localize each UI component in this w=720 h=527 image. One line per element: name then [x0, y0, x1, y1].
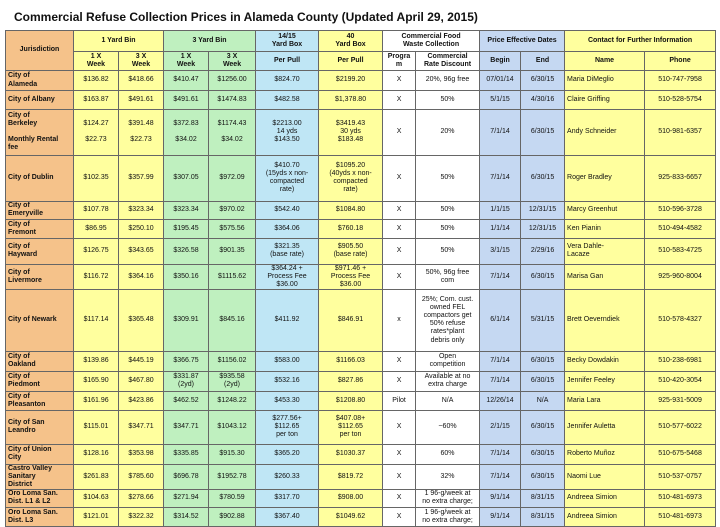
end-cell: 6/30/15	[521, 109, 565, 155]
program-cell: X	[383, 351, 416, 371]
program-cell: Pilot	[383, 391, 416, 410]
jurisdiction-cell: City of Berkeley Monthly Rental fee	[6, 109, 74, 155]
phone-cell: 510-596-3728	[645, 201, 716, 220]
y3-3x-cell: $915.30	[209, 444, 256, 464]
box14-cell: $453.30	[256, 391, 319, 410]
program-cell: X	[383, 508, 416, 527]
contact-name-cell: Roger Bradley	[565, 155, 645, 201]
y1-1x-cell: $128.16	[74, 444, 119, 464]
end-cell: 4/30/16	[521, 91, 565, 110]
y1-3x-cell: $418.66	[119, 71, 164, 91]
end-cell: 6/30/15	[521, 155, 565, 201]
phone-cell: 510-420-3054	[645, 371, 716, 391]
box14-cell: $2213.00 14 yds $143.50	[256, 109, 319, 155]
y3-3x-cell: $845.16	[209, 289, 256, 351]
yard1-header: 1 Yard Bin	[74, 31, 164, 52]
y1-1x-cell: $117.14	[74, 289, 119, 351]
discount-cell: 32%	[416, 464, 480, 489]
box14-cell: $367.40	[256, 508, 319, 527]
y1-3x-cell: $353.98	[119, 444, 164, 464]
end-cell: 8/31/15	[521, 489, 565, 508]
y3-3x-cell: $780.59	[209, 489, 256, 508]
y3-3x-cell: $901.35	[209, 238, 256, 264]
discount-cell: 20%	[416, 109, 480, 155]
table-row	[6, 91, 716, 110]
y3-3x-cell: $935.58 (2yd)	[209, 371, 256, 391]
box40-cell: $827.86	[319, 371, 383, 391]
header-row-groups	[6, 31, 716, 52]
begin-cell: 3/1/15	[480, 238, 521, 264]
yard3-header: 3 Yard Bin	[164, 31, 256, 52]
jurisdiction-cell: City of Newark	[6, 289, 74, 351]
y3-3x-cell: $902.88	[209, 508, 256, 527]
begin-cell: 5/1/15	[480, 91, 521, 110]
discount-cell: 25%; Com. cust. owned FEL compactors get 50% refuse rates*plant debris only	[416, 289, 480, 351]
y3-1x-cell: $271.94	[164, 489, 209, 508]
phone-cell: 510-481-6973	[645, 489, 716, 508]
contact-name-cell: Becky Dowdakin	[565, 351, 645, 371]
box40-cell: $846.91	[319, 289, 383, 351]
jurisdiction-cell: City of Piedmont	[6, 371, 74, 391]
y3-3x-cell: $1248.22	[209, 391, 256, 410]
table-row	[6, 489, 716, 508]
box40-cell: $2199.20	[319, 71, 383, 91]
program-cell: X	[383, 91, 416, 110]
y1-3x-cell: $357.99	[119, 155, 164, 201]
box40-cell: $971.46 + Process Fee $36.00	[319, 264, 383, 289]
y1-1x-cell: $261.83	[74, 464, 119, 489]
contact-name-cell: Maria Lara	[565, 391, 645, 410]
phone-cell: 510-747-7958	[645, 71, 716, 91]
y1-1x-header: 1 X Week	[74, 52, 119, 71]
table-row	[6, 155, 716, 201]
y3-1x-cell: $366.75	[164, 351, 209, 371]
begin-cell: 6/1/14	[480, 289, 521, 351]
phone-cell: 510-578-4327	[645, 289, 716, 351]
y3-3x-cell: $1156.02	[209, 351, 256, 371]
begin-cell: 9/1/14	[480, 508, 521, 527]
table-row	[6, 264, 716, 289]
discount-cell: 50%	[416, 238, 480, 264]
end-cell: 8/31/15	[521, 508, 565, 527]
begin-cell: 7/1/14	[480, 464, 521, 489]
box14-cell: $364.24 + Process Fee $36.00	[256, 264, 319, 289]
begin-cell: 1/1/15	[480, 201, 521, 220]
contact-name-cell: Marisa Gan	[565, 264, 645, 289]
begin-cell: 07/01/14	[480, 71, 521, 91]
y3-3x-cell: $1043.12	[209, 410, 256, 444]
y3-1x-cell: $491.61	[164, 91, 209, 110]
y1-3x-cell: $467.80	[119, 371, 164, 391]
y3-1x-cell: $335.85	[164, 444, 209, 464]
y1-3x-header: 3 X Week	[119, 52, 164, 71]
y3-1x-cell: $347.71	[164, 410, 209, 444]
table-row	[6, 109, 716, 155]
jurisdiction-cell: Oro Loma San. Dist. L1 & L2	[6, 489, 74, 508]
table-row	[6, 71, 716, 91]
y1-1x-cell: $86.95	[74, 220, 119, 239]
perpull14-header: Per Pull	[256, 52, 319, 71]
end-cell: 6/30/15	[521, 444, 565, 464]
price-table	[5, 30, 716, 527]
begin-header: Begin	[480, 52, 521, 71]
box14-cell: $321.35 (base rate)	[256, 238, 319, 264]
y1-1x-cell: $161.96	[74, 391, 119, 410]
discount-cell: 50%	[416, 220, 480, 239]
phone-cell: 925-931-5009	[645, 391, 716, 410]
program-header: Progra m	[383, 52, 416, 71]
program-cell: X	[383, 371, 416, 391]
program-cell: X	[383, 464, 416, 489]
discount-cell: ~60%	[416, 410, 480, 444]
phone-cell: 510-494-4582	[645, 220, 716, 239]
page-title: Commercial Refuse Collection Prices in Alameda County (Updated April 29, 2015)	[14, 10, 478, 24]
y1-3x-cell: $391.48 $22.73	[119, 109, 164, 155]
discount-cell: 50%	[416, 155, 480, 201]
y1-1x-cell: $165.90	[74, 371, 119, 391]
jurisdiction-cell: City of San Leandro	[6, 410, 74, 444]
y3-1x-cell: $462.52	[164, 391, 209, 410]
y1-1x-cell: $115.01	[74, 410, 119, 444]
y3-1x-cell: $326.58	[164, 238, 209, 264]
end-cell: 12/31/15	[521, 220, 565, 239]
phone-cell: 510-577-6022	[645, 410, 716, 444]
discount-cell: 50%, 96g free com	[416, 264, 480, 289]
end-cell: 6/30/15	[521, 464, 565, 489]
table-row	[6, 220, 716, 239]
y3-1x-cell: $331.87 (2yd)	[164, 371, 209, 391]
end-cell: 6/30/15	[521, 410, 565, 444]
contact-name-cell: Jennifer Auletta	[565, 410, 645, 444]
box40-cell: $407.08+ $112.65 per ton	[319, 410, 383, 444]
begin-cell: 9/1/14	[480, 489, 521, 508]
jurisdiction-cell: City of Dublin	[6, 155, 74, 201]
begin-cell: 7/1/14	[480, 371, 521, 391]
y1-1x-cell: $116.72	[74, 264, 119, 289]
jurisdiction-cell: City of Oakland	[6, 351, 74, 371]
phone-cell: 510-528-5754	[645, 91, 716, 110]
end-cell: 6/30/15	[521, 71, 565, 91]
begin-cell: 7/1/14	[480, 264, 521, 289]
box14-cell: $482.58	[256, 91, 319, 110]
phone-header: Phone	[645, 52, 716, 71]
contact-name-cell: Andy Schneider	[565, 109, 645, 155]
end-cell: 6/30/15	[521, 351, 565, 371]
table-row	[6, 238, 716, 264]
discount-cell: 1 96-g/week at no extra charge;	[416, 508, 480, 527]
y3-3x-cell: $1174.43 $34.02	[209, 109, 256, 155]
end-cell: 12/31/15	[521, 201, 565, 220]
box14-cell: $410.70 (15yds x non- compacted rate)	[256, 155, 319, 201]
y3-1x-cell: $372.83 $34.02	[164, 109, 209, 155]
box14-cell: $317.70	[256, 489, 319, 508]
program-cell: X	[383, 238, 416, 264]
program-cell: X	[383, 71, 416, 91]
end-cell: 6/30/15	[521, 264, 565, 289]
begin-cell: 1/1/14	[480, 220, 521, 239]
y3-1x-cell: $323.34	[164, 201, 209, 220]
box40-cell: $1049.62	[319, 508, 383, 527]
discount-cell: Open competition	[416, 351, 480, 371]
table-row	[6, 410, 716, 444]
jurisdiction-cell: City of Hayward	[6, 238, 74, 264]
box14-cell: $365.20	[256, 444, 319, 464]
name-header: Name	[565, 52, 645, 71]
program-cell: X	[383, 264, 416, 289]
y1-1x-cell: $139.86	[74, 351, 119, 371]
y1-3x-cell: $278.66	[119, 489, 164, 508]
y1-3x-cell: $323.34	[119, 201, 164, 220]
phone-cell: 510-238-6981	[645, 351, 716, 371]
box40-cell: $1166.03	[319, 351, 383, 371]
box40-cell: $1095.20 (40yds x non- compacted rate)	[319, 155, 383, 201]
y3-1x-cell: $307.05	[164, 155, 209, 201]
box14-header: 14/15 Yard Box	[256, 31, 319, 52]
discount-cell: 1 96-g/week at no extra charge;	[416, 489, 480, 508]
begin-cell: 2/1/15	[480, 410, 521, 444]
jurisdiction-header: Jurisdiction	[6, 31, 74, 71]
box14-cell: $532.16	[256, 371, 319, 391]
program-cell: X	[383, 109, 416, 155]
contact-name-cell: Andreea Simion	[565, 508, 645, 527]
contact-name-cell: Naomi Lue	[565, 464, 645, 489]
y1-3x-cell: $491.61	[119, 91, 164, 110]
contact-name-cell: Ken Pianin	[565, 220, 645, 239]
food-waste-header: Commercial Food Waste Collection	[383, 31, 480, 52]
phone-cell: 510-981-6357	[645, 109, 716, 155]
y3-1x-cell: $195.45	[164, 220, 209, 239]
perpull40-header: Per Pull	[319, 52, 383, 71]
jurisdiction-cell: City of Fremont	[6, 220, 74, 239]
end-cell: 6/30/15	[521, 371, 565, 391]
y1-1x-cell: $104.63	[74, 489, 119, 508]
box40-cell: $819.72	[319, 464, 383, 489]
contact-name-cell: Claire Griffing	[565, 91, 645, 110]
begin-cell: 7/1/14	[480, 444, 521, 464]
y3-1x-cell: $410.47	[164, 71, 209, 91]
y3-3x-cell: $1256.00	[209, 71, 256, 91]
y3-3x-header: 3 X Week	[209, 52, 256, 71]
y3-3x-cell: $575.56	[209, 220, 256, 239]
contact-name-cell: Andreea Simion	[565, 489, 645, 508]
box14-cell: $260.33	[256, 464, 319, 489]
contact-name-cell: Roberto Muñoz	[565, 444, 645, 464]
table-row	[6, 201, 716, 220]
jurisdiction-cell: City of Union City	[6, 444, 74, 464]
box40-cell: $3419.43 30 yds $183.48	[319, 109, 383, 155]
table-row	[6, 391, 716, 410]
y1-1x-cell: $126.75	[74, 238, 119, 264]
table-row	[6, 508, 716, 527]
phone-cell: 510-583-4725	[645, 238, 716, 264]
y1-3x-cell: $445.19	[119, 351, 164, 371]
box14-cell: $411.92	[256, 289, 319, 351]
box40-cell: $760.18	[319, 220, 383, 239]
box40-cell: $908.00	[319, 489, 383, 508]
y1-1x-cell: $121.01	[74, 508, 119, 527]
y1-3x-cell: $343.65	[119, 238, 164, 264]
dates-header: Price Effective Dates	[480, 31, 565, 52]
table-row	[6, 444, 716, 464]
jurisdiction-cell: City of Albany	[6, 91, 74, 110]
y3-3x-cell: $1474.83	[209, 91, 256, 110]
y3-1x-header: 1 X Week	[164, 52, 209, 71]
program-cell: x	[383, 289, 416, 351]
jurisdiction-cell: City of Pleasanton	[6, 391, 74, 410]
contact-name-cell: Brett Oeverndiek	[565, 289, 645, 351]
program-cell: X	[383, 444, 416, 464]
y1-3x-cell: $423.86	[119, 391, 164, 410]
y3-1x-cell: $350.16	[164, 264, 209, 289]
jurisdiction-cell: City of Livermore	[6, 264, 74, 289]
begin-cell: 7/1/14	[480, 109, 521, 155]
y1-3x-cell: $347.71	[119, 410, 164, 444]
box14-cell: $583.00	[256, 351, 319, 371]
end-cell: 2/29/16	[521, 238, 565, 264]
box14-cell: $277.56+ $112.65 per ton	[256, 410, 319, 444]
box40-header: 40 Yard Box	[319, 31, 383, 52]
table-row	[6, 351, 716, 371]
discount-cell: 50%	[416, 91, 480, 110]
jurisdiction-cell: Oro Loma San. Dist. L3	[6, 508, 74, 527]
discount-cell: 60%	[416, 444, 480, 464]
box40-cell: $1084.80	[319, 201, 383, 220]
phone-cell: 510-537-0757	[645, 464, 716, 489]
box40-cell: $1208.80	[319, 391, 383, 410]
jurisdiction-cell: City of Alameda	[6, 71, 74, 91]
discount-header: Commercial Rate Discount	[416, 52, 480, 71]
y1-1x-cell: $107.78	[74, 201, 119, 220]
program-cell: X	[383, 220, 416, 239]
program-cell: X	[383, 410, 416, 444]
end-cell: 5/31/15	[521, 289, 565, 351]
y3-1x-cell: $314.52	[164, 508, 209, 527]
table-row	[6, 289, 716, 351]
discount-cell: 50%	[416, 201, 480, 220]
discount-cell: Available at no extra charge	[416, 371, 480, 391]
y1-1x-cell: $163.87	[74, 91, 119, 110]
phone-cell: 925-833-6657	[645, 155, 716, 201]
y3-1x-cell: $309.91	[164, 289, 209, 351]
discount-cell: N/A	[416, 391, 480, 410]
y1-3x-cell: $250.10	[119, 220, 164, 239]
y1-1x-cell: $102.35	[74, 155, 119, 201]
discount-cell: 20%, 96g free	[416, 71, 480, 91]
table-body	[6, 71, 716, 527]
y1-1x-cell: $124.27 $22.73	[74, 109, 119, 155]
y1-3x-cell: $785.60	[119, 464, 164, 489]
contact-name-cell: Maria DiMeglio	[565, 71, 645, 91]
y1-3x-cell: $365.48	[119, 289, 164, 351]
begin-cell: 12/26/14	[480, 391, 521, 410]
phone-cell: 510-675-5468	[645, 444, 716, 464]
y1-1x-cell: $136.82	[74, 71, 119, 91]
header-row-sub	[6, 52, 716, 71]
box14-cell: $542.40	[256, 201, 319, 220]
end-cell: N/A	[521, 391, 565, 410]
y3-3x-cell: $970.02	[209, 201, 256, 220]
y3-3x-cell: $1952.78	[209, 464, 256, 489]
contact-name-cell: Jennifer Feeley	[565, 371, 645, 391]
contact-name-cell: Vera Dahle- Lacaze	[565, 238, 645, 264]
box14-cell: $824.70	[256, 71, 319, 91]
box14-cell: $364.06	[256, 220, 319, 239]
program-cell: X	[383, 201, 416, 220]
y3-3x-cell: $1115.62	[209, 264, 256, 289]
phone-cell: 510-481-6973	[645, 508, 716, 527]
box40-cell: $1,378.80	[319, 91, 383, 110]
y1-3x-cell: $322.32	[119, 508, 164, 527]
begin-cell: 7/1/14	[480, 155, 521, 201]
box40-cell: $1030.37	[319, 444, 383, 464]
box40-cell: $905.50 (base rate)	[319, 238, 383, 264]
jurisdiction-cell: City of Emeryville	[6, 201, 74, 220]
y3-1x-cell: $696.78	[164, 464, 209, 489]
jurisdiction-cell: Castro Valley Sanitary District	[6, 464, 74, 489]
begin-cell: 7/1/14	[480, 351, 521, 371]
table-row	[6, 464, 716, 489]
y1-3x-cell: $364.16	[119, 264, 164, 289]
end-header: End	[521, 52, 565, 71]
phone-cell: 925-960-8004	[645, 264, 716, 289]
program-cell: X	[383, 155, 416, 201]
program-cell: X	[383, 489, 416, 508]
y3-3x-cell: $972.09	[209, 155, 256, 201]
table-row	[6, 371, 716, 391]
contact-name-cell: Marcy Greenhut	[565, 201, 645, 220]
contact-header: Contact for Further Information	[565, 31, 716, 52]
